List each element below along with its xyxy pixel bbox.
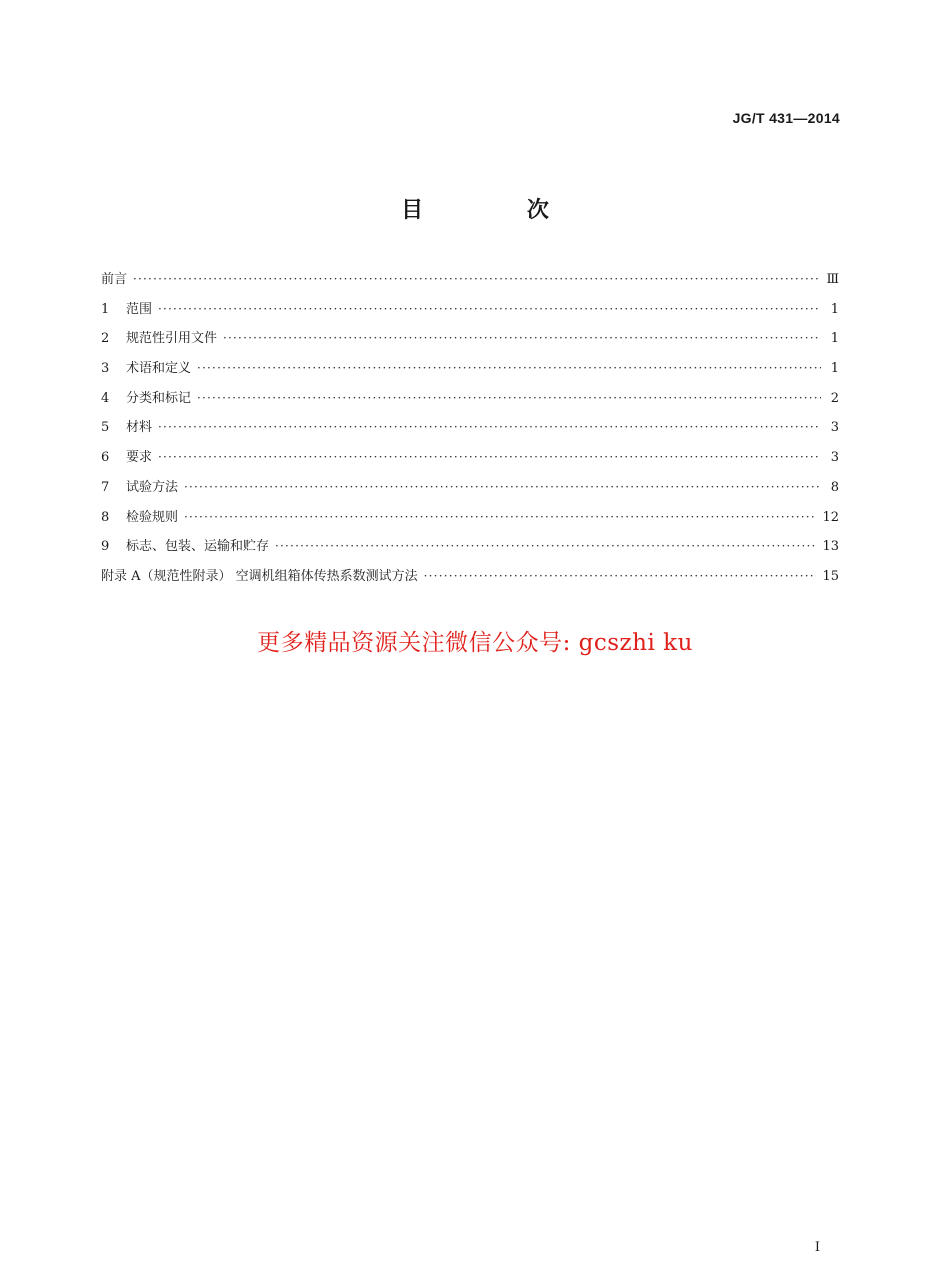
toc-entry-label: 检验规则 — [126, 509, 179, 525]
toc-entry-5[interactable] — [101, 416, 839, 446]
toc-entry-1[interactable] — [101, 298, 839, 328]
toc-entry-page: 15 — [822, 568, 839, 584]
toc-entry-9[interactable] — [101, 535, 839, 565]
toc-entry-page: 8 — [830, 479, 839, 495]
toc-leader-dots — [223, 331, 821, 345]
toc-entry-page: 2 — [830, 390, 839, 406]
toc-leader-dots — [424, 569, 817, 583]
toc-entry-label: 材料 — [126, 420, 153, 436]
toc-entry-7[interactable] — [101, 476, 839, 506]
toc-entry-3[interactable] — [101, 357, 839, 387]
toc-entry-label: 分类和标记 — [126, 390, 192, 406]
toc-entry-label: 规范性引用文件 — [126, 331, 218, 347]
toc-entry-page: 1 — [830, 361, 839, 377]
toc-leader-dots — [184, 510, 816, 524]
page-number: I — [814, 1240, 820, 1255]
toc-entry-label: 术语和定义 — [126, 361, 192, 377]
toc-entry-page: 3 — [830, 450, 839, 466]
toc-leader-dots — [158, 420, 821, 434]
toc-entry-number: 8 — [101, 509, 110, 525]
page-title: 目 次 — [401, 198, 597, 223]
toc-entry-4[interactable] — [101, 387, 839, 417]
toc-entry-label: 前言 — [101, 272, 128, 287]
toc-entry-page: 3 — [830, 420, 839, 436]
toc-leader-dots — [275, 539, 816, 553]
toc-entry-number: 9 — [101, 539, 110, 555]
toc-entry-number: 5 — [101, 420, 110, 436]
standard-number: JG/T 431—2014 — [732, 110, 840, 126]
toc-entry-foreword[interactable] — [101, 268, 839, 298]
toc-entry-label: 范围 — [126, 301, 153, 317]
toc-entry-label: 要求 — [126, 450, 153, 466]
toc-entry-number: 2 — [101, 331, 110, 347]
toc-leader-dots — [158, 302, 821, 316]
watermark-text: 更多精品资源关注微信公众号: gcszhi ku — [257, 630, 693, 656]
toc-entry-number: 3 — [101, 361, 110, 377]
toc-entry-page: Ⅲ — [826, 272, 839, 287]
toc-entry-page: 1 — [830, 301, 839, 317]
toc-entry-appendix-a[interactable] — [101, 565, 839, 595]
toc-entry-label: 附录 A（规范性附录） 空调机组箱体传热系数测试方法 — [101, 568, 418, 584]
toc-leader-dots — [184, 480, 821, 494]
toc-leader-dots — [197, 391, 821, 405]
toc-entry-2[interactable] — [101, 327, 839, 357]
toc-entry-6[interactable] — [101, 446, 839, 476]
toc-entry-number: 4 — [101, 390, 110, 406]
table-of-contents — [101, 268, 839, 595]
toc-leader-dots — [133, 272, 820, 286]
toc-leader-dots — [197, 361, 821, 375]
toc-entry-number: 6 — [101, 450, 110, 466]
toc-entry-8[interactable] — [101, 506, 839, 536]
toc-entry-label: 试验方法 — [126, 479, 179, 495]
toc-entry-label: 标志、包装、运输和贮存 — [126, 539, 270, 555]
toc-entry-page: 12 — [822, 509, 839, 525]
toc-entry-number: 7 — [101, 479, 110, 495]
toc-entry-number: 1 — [101, 301, 110, 317]
toc-entry-page: 1 — [830, 331, 839, 347]
toc-leader-dots — [158, 450, 821, 464]
toc-entry-page: 13 — [822, 539, 839, 555]
